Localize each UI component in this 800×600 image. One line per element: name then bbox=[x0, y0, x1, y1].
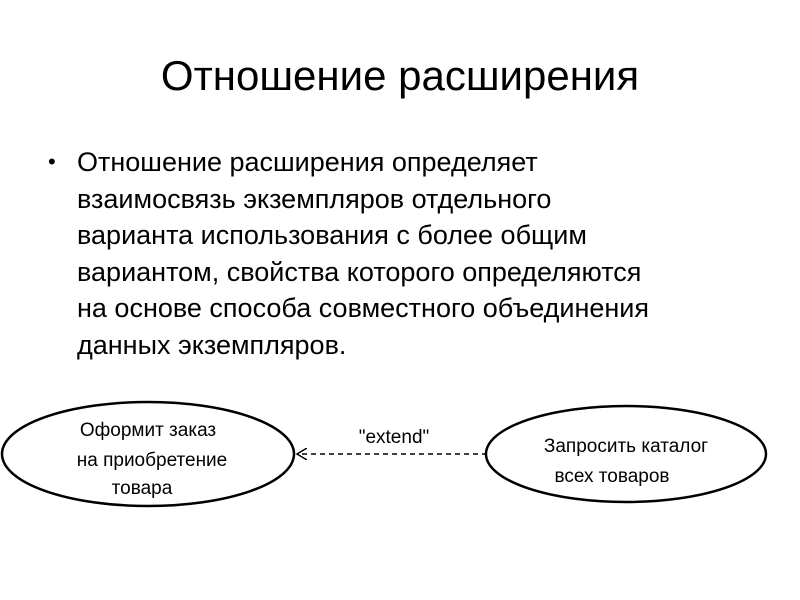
use-case-right-line: всех товаров bbox=[554, 466, 670, 487]
bullet-list bbox=[46, 144, 766, 363]
use-case-diagram bbox=[0, 390, 800, 530]
extend-relation bbox=[297, 427, 487, 454]
bullet-item bbox=[46, 144, 766, 363]
use-case-left-line: товара bbox=[111, 478, 173, 499]
bullet-line: на основе способа совместного объединения bbox=[77, 293, 650, 323]
bullet-line: Отношение расширения определяет bbox=[77, 147, 538, 177]
slide-title: Отношение расширения bbox=[160, 52, 640, 99]
use-case-left bbox=[2, 402, 294, 506]
use-case-left-line: на приобретение bbox=[76, 450, 228, 471]
bullet-line: варианта использования с более общим bbox=[77, 220, 587, 250]
use-case-right bbox=[486, 406, 766, 502]
bullet-icon: • bbox=[48, 149, 56, 174]
bullet-line: взаимосвязь экземпляров отдельного bbox=[77, 183, 552, 214]
bullet-line: вариантом, свойства которого определяются bbox=[77, 256, 642, 287]
use-case-right-line: Запросить каталог bbox=[543, 436, 709, 457]
extend-label: "extend" bbox=[358, 427, 430, 448]
use-case-left-line: Оформит заказ bbox=[79, 420, 217, 441]
bullet-line: данных экземпляров. bbox=[77, 329, 347, 360]
